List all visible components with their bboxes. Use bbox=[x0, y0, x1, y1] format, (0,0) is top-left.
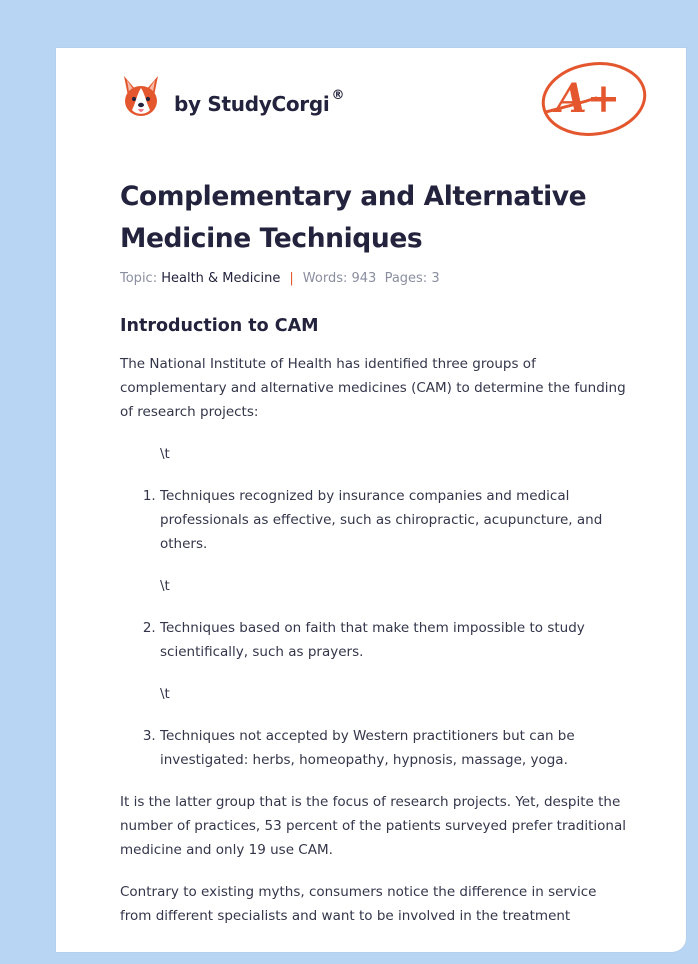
meta-separator: | bbox=[289, 271, 294, 286]
cam-list-1 bbox=[120, 484, 630, 556]
tab-marker: \t bbox=[160, 578, 170, 594]
corgi-logo-icon bbox=[120, 74, 162, 120]
cam-list-2 bbox=[120, 616, 630, 664]
word-count: Words: 943 bbox=[302, 271, 377, 286]
topic-label: Topic: bbox=[120, 271, 158, 286]
list-item: 1. Techniques recognized by insurance companies and medical professionals as effective, such as chiropractic, acupuncture, and others. bbox=[160, 484, 630, 556]
paragraph-2: It is the latter group that is the focus of research projects. Yet, despite the number of practices, 53 percent of the patients surveyed prefer traditional medicine and only 19 use CAM. bbox=[120, 794, 627, 858]
brand-name[interactable] bbox=[174, 88, 345, 116]
cam-list-3 bbox=[120, 724, 630, 772]
header bbox=[56, 48, 686, 158]
grade-text: A+ bbox=[555, 75, 621, 122]
list-item: 3. Techniques not accepted by Western practitioners but can be investigated: herbs, homeopathy, hypnosis, massage, yoga. bbox=[160, 724, 630, 772]
tab-marker: \t bbox=[160, 686, 170, 702]
topic-link[interactable]: Health & Medicine bbox=[161, 271, 281, 286]
list-item: 2. Techniques based on faith that make them impossible to study scientifically, such as prayers. bbox=[160, 616, 630, 664]
page-count: Pages: 3 bbox=[384, 271, 440, 286]
brand-name-label: by StudyCorgi bbox=[174, 92, 330, 116]
meta-line bbox=[120, 270, 630, 288]
article bbox=[120, 176, 630, 928]
tab-marker: \t bbox=[160, 446, 170, 462]
intro-paragraph: The National Institute of Health has identified three groups of complementary and alternative medicines (CAM) to determine the funding of research projects: bbox=[120, 356, 626, 420]
document-page bbox=[56, 48, 686, 952]
registered-mark: ® bbox=[331, 88, 345, 103]
paragraph-3: Contrary to existing myths, consumers notice the difference in service from different specialists and want to be involved in the treatment bbox=[120, 884, 597, 924]
grade-a-plus-badge bbox=[538, 58, 650, 140]
section-heading: Introduction to CAM bbox=[120, 316, 319, 336]
page-title: Complementary and Alternative Medicine Techniques bbox=[120, 181, 587, 254]
